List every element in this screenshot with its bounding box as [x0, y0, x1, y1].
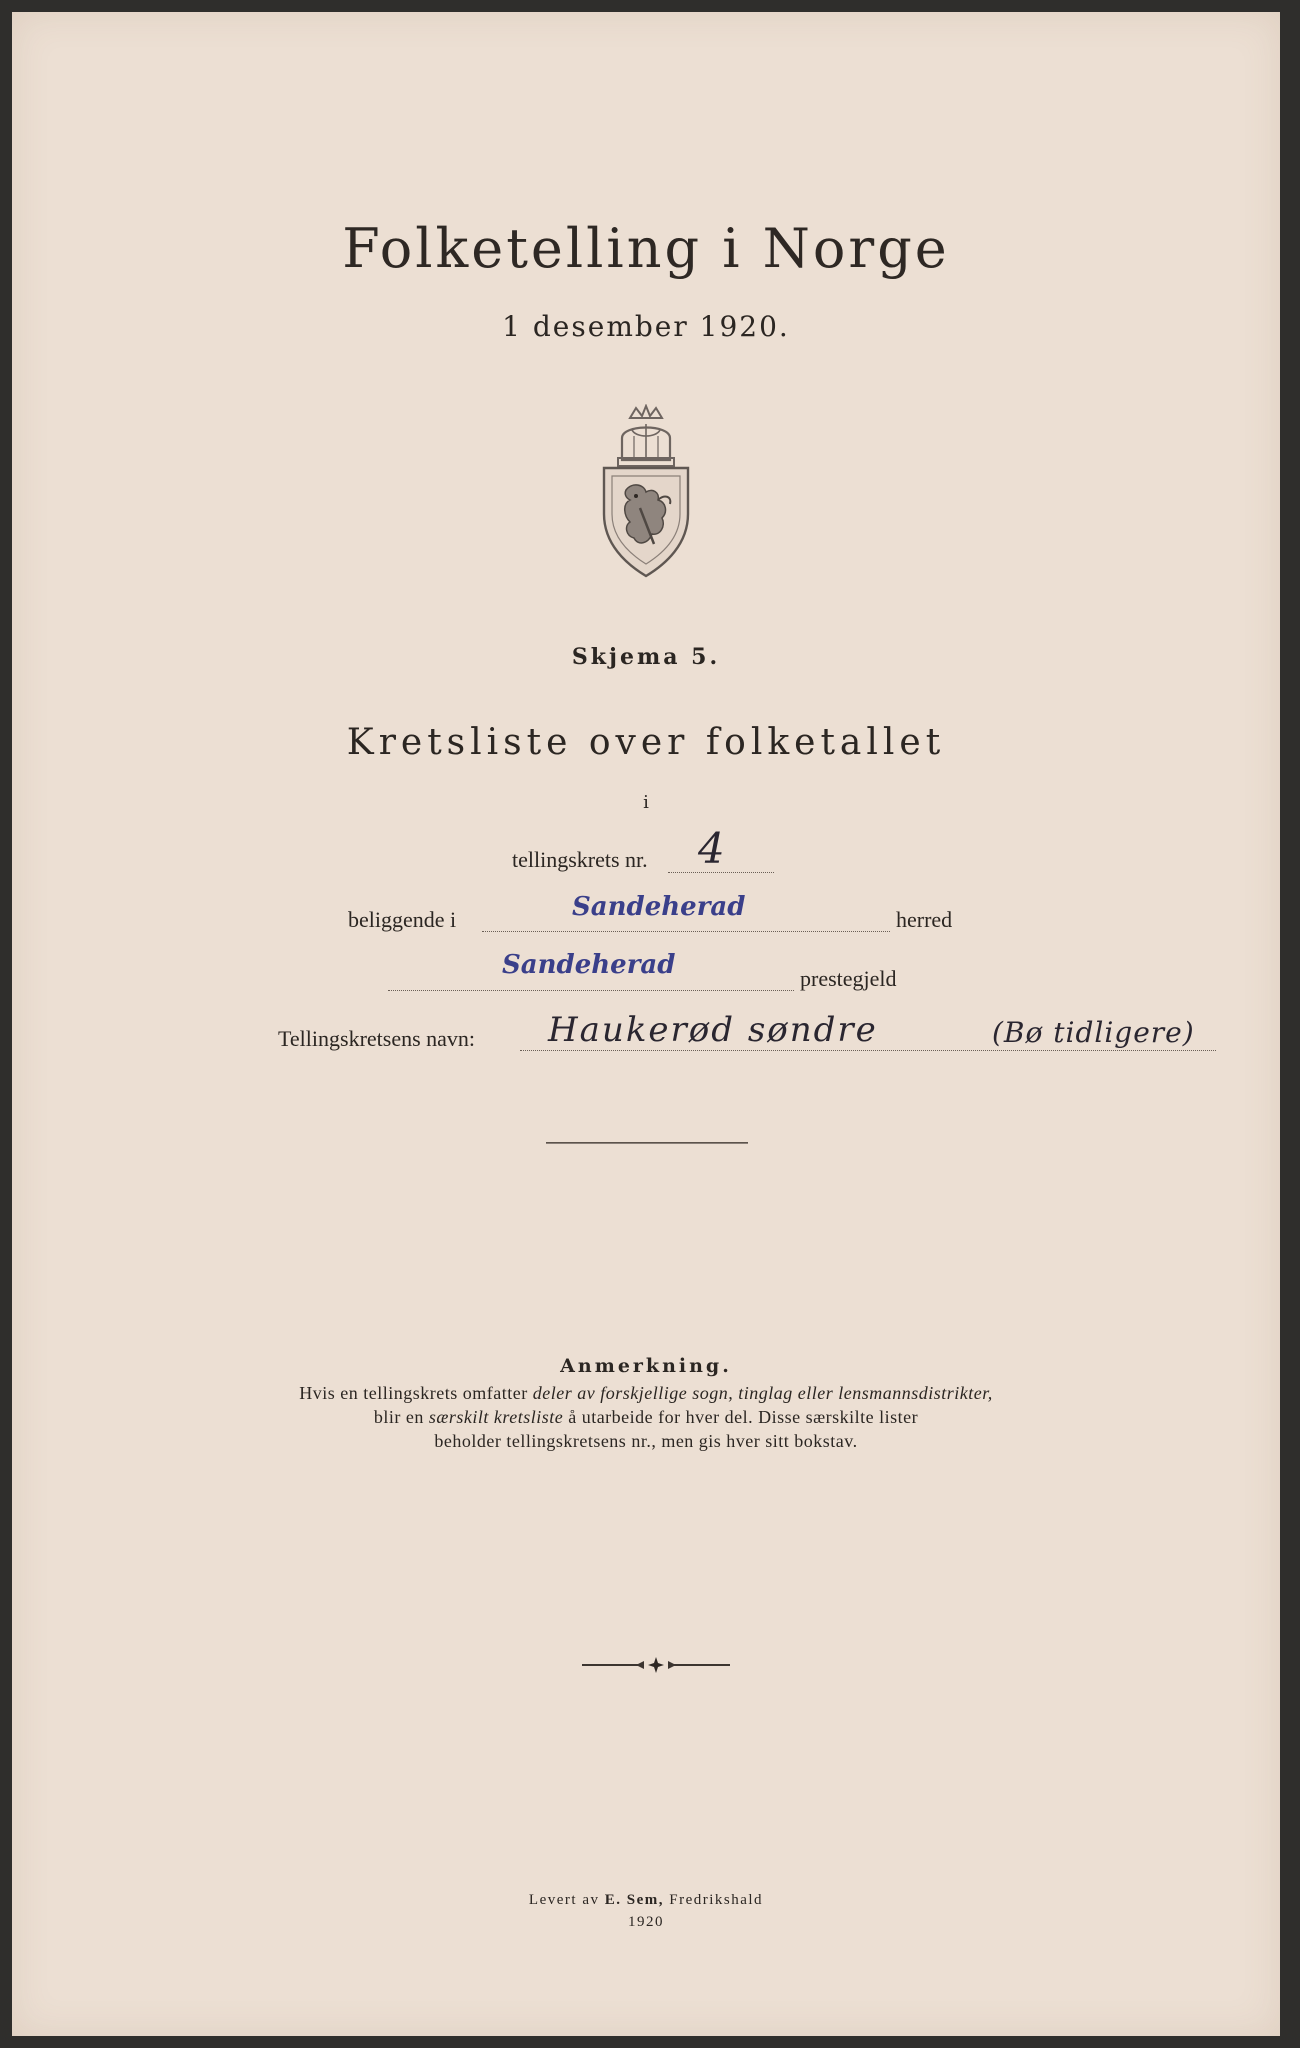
preposition: i [643, 792, 649, 813]
note-line-2-text-a: blir en [373, 1407, 429, 1427]
note-line-3: beholder tellingskretsens nr., men gis hver sitt bokstav. [434, 1431, 858, 1451]
district-name-label: Tellingskretsens navn: [278, 1026, 476, 1051]
note-heading: Anmerkning. [560, 1355, 732, 1377]
district-number-value[interactable]: 4 [698, 824, 727, 873]
note-line-1 [12, 1383, 1280, 1404]
parish-dotted-line [388, 990, 794, 991]
census-form-page [12, 12, 1280, 2036]
printer-city: Fredrikshald [663, 1892, 764, 1908]
section-divider [546, 1142, 748, 1144]
located-dotted-line [482, 931, 890, 932]
schema-number: Skjema 5. [571, 644, 721, 670]
note-line-2 [12, 1407, 1280, 1428]
ornament-divider-icon [580, 1655, 732, 1675]
note-line-1-text: Hvis en tellingskrets omfatter [299, 1383, 533, 1403]
note-line-2-emphasis: særskilt kretsliste [428, 1407, 564, 1427]
district-name-dotted-line [520, 1050, 1216, 1051]
printer-prefix: Levert av [528, 1892, 605, 1908]
parish-value-stamp[interactable]: Sandeherad [502, 950, 676, 980]
printer-year: 1920 [628, 1914, 664, 1930]
district-name-value[interactable]: Haukerød søndre [548, 1010, 878, 1050]
herred-label: herred [896, 907, 953, 932]
located-value-stamp[interactable]: Sandeherad [572, 892, 746, 922]
note-line-1-emphasis: deler av forskjellige sogn, tinglag eller lensmannsdistrikter, [532, 1383, 993, 1403]
printer-name: E. Sem, [604, 1892, 664, 1908]
norwegian-lion-crest-icon [596, 404, 696, 580]
parish-label: prestegjeld [800, 966, 897, 991]
note-line-2-text-b: å utarbeide for hver del. Disse særskilte lister [563, 1407, 919, 1427]
form-subtitle: Kretsliste over folketallet [346, 722, 946, 763]
located-label: beliggende i [348, 907, 457, 932]
census-date: 1 desember 1920. [502, 310, 790, 343]
district-name-note: (Bø tidligere) [992, 1016, 1195, 1049]
page-title: Folketelling i Norge [342, 217, 950, 280]
district-number-label: tellingskrets nr. [512, 847, 648, 872]
printer-credit [12, 1892, 1280, 1909]
